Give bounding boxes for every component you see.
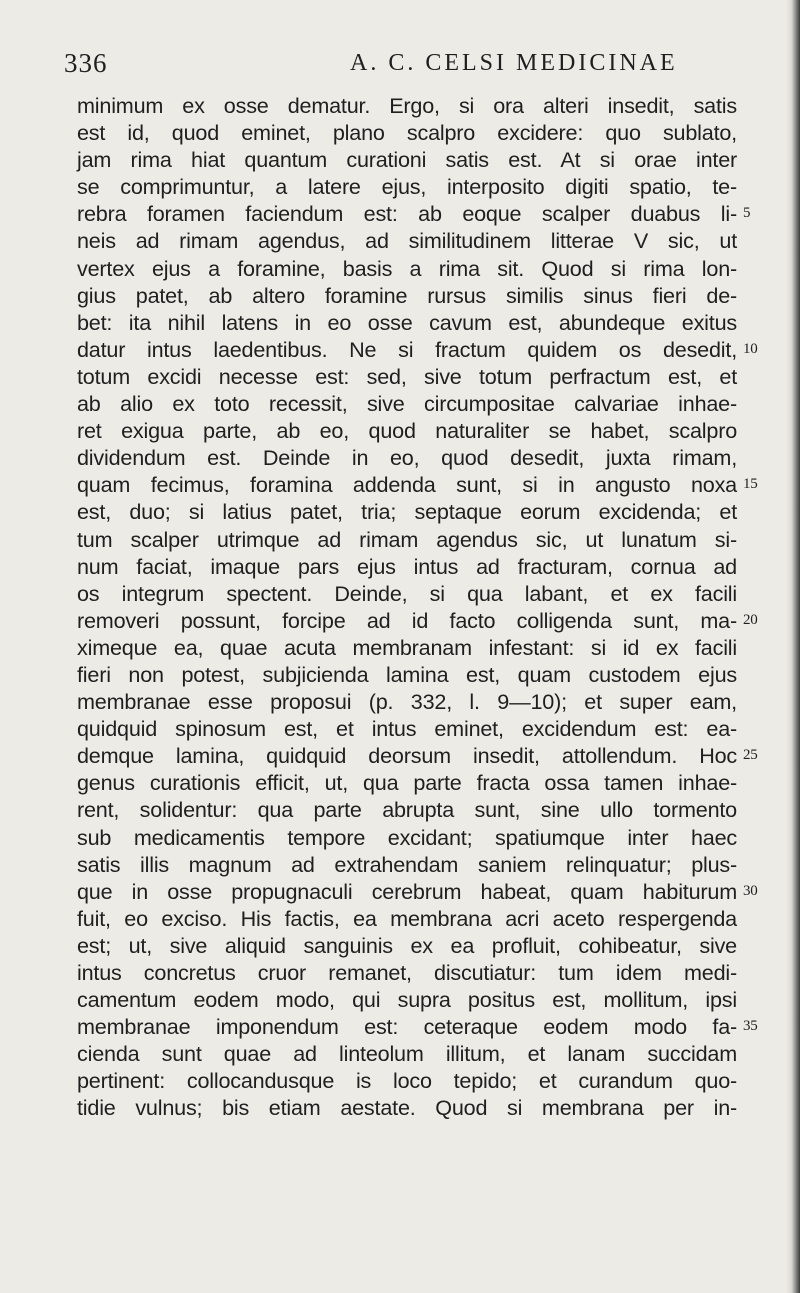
text-line bbox=[77, 309, 737, 336]
line-text: minimum ex osse dematur. Ergo, si ora alteri insedit, satis bbox=[77, 93, 737, 118]
line-number: 15 bbox=[743, 476, 758, 493]
text-line bbox=[77, 1094, 737, 1121]
line-text: ret exigua parte, ab eo, quod naturaliter se habet, scalpro bbox=[77, 418, 737, 444]
text-line bbox=[77, 444, 737, 471]
line-text: intus concretus cruor remanet, discutiatur: tum idem medi- bbox=[77, 960, 737, 985]
running-head: A. C. CELSI MEDICINAE bbox=[350, 50, 678, 76]
text-line bbox=[77, 146, 737, 173]
page-header bbox=[64, 48, 784, 84]
line-text: dividendum est. Deinde in eo, quod desedit, juxta rimam, bbox=[77, 445, 737, 471]
line-text: gius patet, ab altero foramine rursus similis sinus fieri de- bbox=[77, 282, 737, 308]
text-line bbox=[77, 390, 737, 417]
text-line bbox=[77, 498, 737, 525]
line-text: ximeque ea, quae acuta membranam infestant: si id ex facili bbox=[77, 634, 737, 660]
text-line bbox=[77, 769, 737, 796]
text-line bbox=[77, 742, 758, 769]
line-text: jam rima hiat quantum curationi satis est. At si orae inter bbox=[77, 147, 737, 173]
text-line bbox=[77, 363, 737, 390]
line-text: sub medicamentis tempore excidant; spatiumque inter haec bbox=[77, 824, 737, 850]
text-line bbox=[77, 526, 737, 553]
line-text: num faciat, imaque pars ejus intus ad fracturam, cornua ad bbox=[77, 553, 737, 579]
line-text: est id, quod eminet, plano scalpro excidere: quo sublato, bbox=[77, 120, 737, 146]
line-text: rent, solidentur: qua parte abrupta sunt, sine ullo tormento bbox=[77, 797, 737, 823]
text-line bbox=[77, 1013, 758, 1040]
line-text: os integrum spectent. Deinde, si qua labant, et ex facili bbox=[77, 580, 737, 606]
text-line bbox=[77, 336, 758, 363]
line-text: removeri possunt, forcipe ad id facto colligenda sunt, ma- bbox=[77, 607, 737, 633]
page-edge-shadow bbox=[786, 0, 800, 1293]
line-text: que in osse propugnaculi cerebrum habeat, quam habiturum bbox=[77, 878, 737, 904]
line-text: fieri non potest, subjicienda lamina est, quam custodem ejus bbox=[77, 661, 737, 687]
line-number: 35 bbox=[743, 1018, 758, 1035]
line-text: pertinent: collocandusque is loco tepido; et curandum quo- bbox=[77, 1068, 737, 1094]
text-line bbox=[77, 1040, 737, 1067]
text-line bbox=[77, 688, 737, 715]
text-line bbox=[77, 580, 737, 607]
line-text: ab alio ex toto recessit, sive circumpositae calvariae inhae- bbox=[77, 391, 737, 417]
line-number: 5 bbox=[743, 205, 751, 222]
text-line bbox=[77, 986, 737, 1013]
text-line bbox=[77, 878, 758, 905]
line-number: 10 bbox=[743, 340, 758, 357]
text-line bbox=[77, 471, 758, 498]
text-line bbox=[77, 255, 737, 282]
text-line bbox=[77, 227, 737, 254]
text-line bbox=[77, 932, 737, 959]
line-text: satis illis magnum ad extrahendam saniem relinquatur; plus- bbox=[77, 851, 737, 877]
text-line bbox=[77, 851, 737, 878]
text-line bbox=[77, 905, 737, 932]
line-text: tum scalper utrimque ad rimam agendus sic, ut lunatum si- bbox=[77, 526, 737, 552]
text-line bbox=[77, 417, 737, 444]
line-text: genus curationis efficit, ut, qua parte fracta ossa tamen inhae- bbox=[77, 770, 737, 796]
text-line bbox=[77, 824, 737, 851]
text-line bbox=[77, 119, 737, 146]
text-line bbox=[77, 661, 737, 688]
line-text: membranae imponendum est: ceteraque eodem modo fa- bbox=[77, 1014, 737, 1040]
line-text: datur intus laedentibus. Ne si fractum quidem os desedit, bbox=[77, 336, 737, 362]
line-text: est, duo; si latius patet, tria; septaque eorum excidenda; et bbox=[77, 499, 737, 525]
text-line bbox=[77, 282, 737, 309]
text-line bbox=[77, 200, 751, 227]
line-text: totum excidi necesse est: sed, sive totum perfractum est, et bbox=[77, 363, 737, 389]
line-text: est; ut, sive aliquid sanguinis ex ea profluit, cohibeatur, sive bbox=[77, 932, 737, 958]
text-line bbox=[77, 1067, 737, 1094]
line-text: cienda sunt quae ad linteolum illitum, et lanam succidam bbox=[77, 1041, 737, 1067]
line-text: camentum eodem modo, qui supra positus est, mollitum, ipsi bbox=[77, 987, 737, 1013]
text-line bbox=[77, 796, 737, 823]
line-text: neis ad rimam agendus, ad similitudinem litterae V sic, ut bbox=[77, 228, 737, 254]
text-line bbox=[77, 634, 737, 661]
line-text: membranae esse proposui (p. 332, l. 9—10); et super eam, bbox=[77, 689, 737, 715]
text-line bbox=[77, 553, 737, 580]
line-number: 25 bbox=[743, 747, 758, 764]
line-number: 20 bbox=[743, 611, 758, 628]
line-text: se comprimuntur, a latere ejus, interposito digiti spatio, te- bbox=[77, 174, 737, 200]
text-line bbox=[77, 173, 737, 200]
text-line bbox=[77, 607, 758, 634]
line-text: tidie vulnus; bis etiam aestate. Quod si membrana per in- bbox=[77, 1095, 737, 1121]
text-line bbox=[77, 959, 737, 986]
page-number: 336 bbox=[64, 48, 108, 78]
line-text: quam fecimus, foramina addenda sunt, si in angusto noxa bbox=[77, 472, 737, 498]
body-text bbox=[77, 92, 758, 1122]
line-text: bet: ita nihil latens in eo osse cavum est, abundeque exitus bbox=[77, 309, 737, 335]
line-text: demque lamina, quidquid deorsum insedit, attollendum. Hoc bbox=[77, 743, 737, 769]
text-line bbox=[77, 715, 737, 742]
line-text: fuit, eo exciso. His factis, ea membrana acri aceto respergenda bbox=[77, 905, 737, 931]
line-text: vertex ejus a foramine, basis a rima sit. Quod si rima lon- bbox=[77, 255, 737, 281]
line-text: rebra foramen faciendum est: ab eoque scalper duabus li- bbox=[77, 201, 737, 227]
line-text: quidquid spinosum est, et intus eminet, excidendum est: ea- bbox=[77, 716, 737, 742]
text-line bbox=[77, 92, 737, 119]
line-number: 30 bbox=[743, 882, 758, 899]
